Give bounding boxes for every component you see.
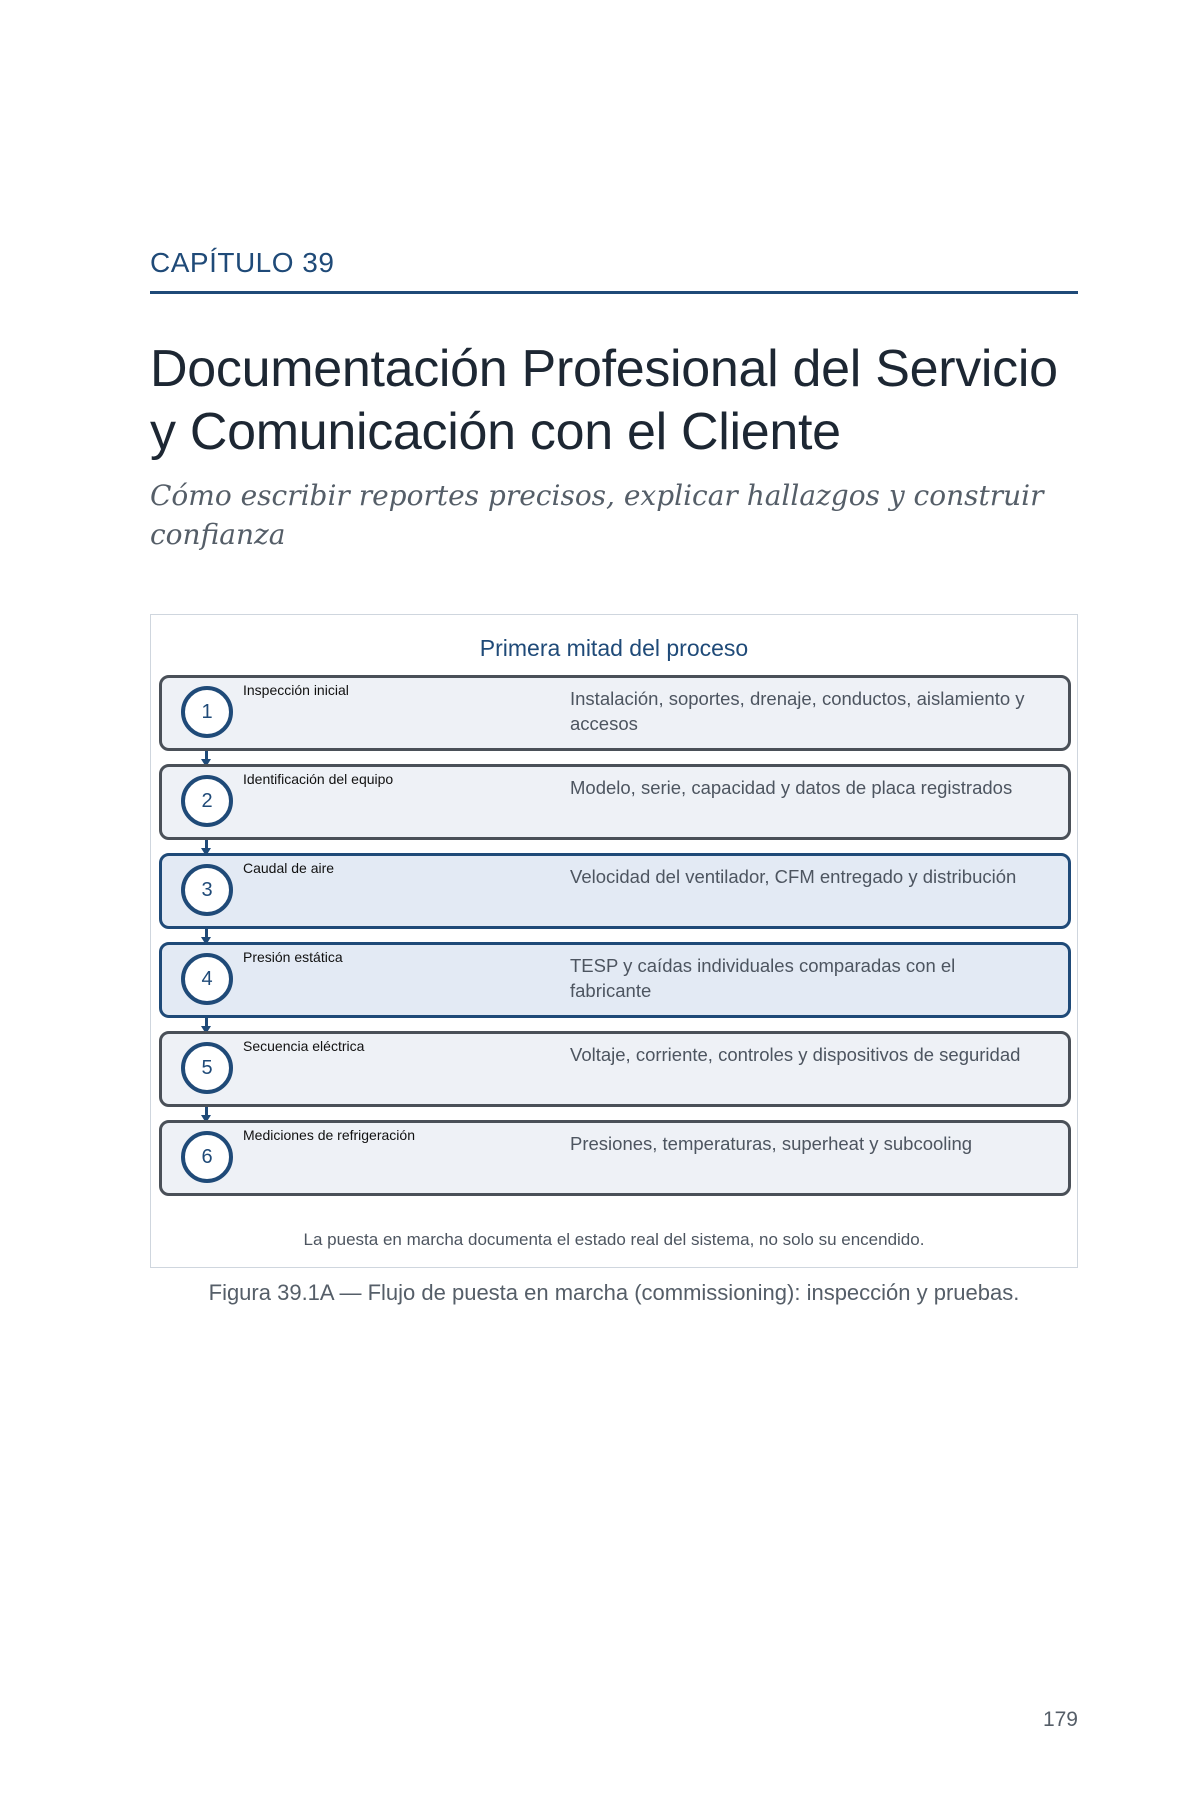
step-description: Modelo, serie, capacidad y datos de placa registrados (570, 777, 1013, 798)
process-figure (150, 614, 1078, 1268)
chapter-label: CAPÍTULO 39 (150, 247, 335, 278)
process-step-4 (159, 942, 1071, 1018)
figure-footnote: La puesta en marcha documenta el estado real del sistema, no solo su encendido. (303, 1230, 925, 1249)
page-number: 179 (1042, 1708, 1078, 1731)
step-title: Caudal de aire (243, 860, 335, 876)
process-step-3 (159, 853, 1071, 929)
step-description: Voltaje, corriente, controles y dispositivos de seguridad (570, 1044, 1021, 1065)
step-number-badge: 4 (181, 953, 233, 1005)
step-number-badge: 3 (181, 864, 233, 916)
step-title: Inspección inicial (243, 682, 349, 698)
figure-caption: Figura 39.1A — Flujo de puesta en marcha (commissioning): inspección y pruebas. (208, 1280, 1020, 1305)
step-description: Presiones, temperaturas, superheat y subcooling (570, 1133, 973, 1154)
document-page (150, 0, 1078, 1800)
chapter-title: Documentación Profesional del Servicio y Comunicación con el Cliente (150, 340, 1058, 461)
step-number-badge: 1 (181, 686, 233, 738)
step-title: Identificación del equipo (243, 771, 394, 787)
process-step-5 (159, 1031, 1071, 1107)
process-step-1 (159, 675, 1071, 751)
step-title: Presión estática (243, 949, 343, 965)
step-description: Velocidad del ventilador, CFM entregado y distribución (570, 866, 1017, 887)
step-title: Mediciones de refrigeración (243, 1127, 415, 1143)
step-number-badge: 6 (181, 1131, 233, 1183)
step-number-badge: 5 (181, 1042, 233, 1094)
chapter-subtitle: Cómo escribir reportes precisos, explicar hallazgos y construir confianza (150, 479, 1044, 551)
step-number-badge: 2 (181, 775, 233, 827)
process-step-2 (159, 764, 1071, 840)
figure-heading: Primera mitad del proceso (479, 635, 749, 661)
step-title: Secuencia eléctrica (243, 1038, 365, 1054)
chapter-rule (150, 291, 1078, 294)
process-step-6 (159, 1120, 1071, 1196)
step-description: TESP y caídas individuales comparadas con el fabricante (570, 955, 956, 1001)
step-description: Instalación, soportes, drenaje, conductos, aislamiento y accesos (570, 688, 1025, 734)
